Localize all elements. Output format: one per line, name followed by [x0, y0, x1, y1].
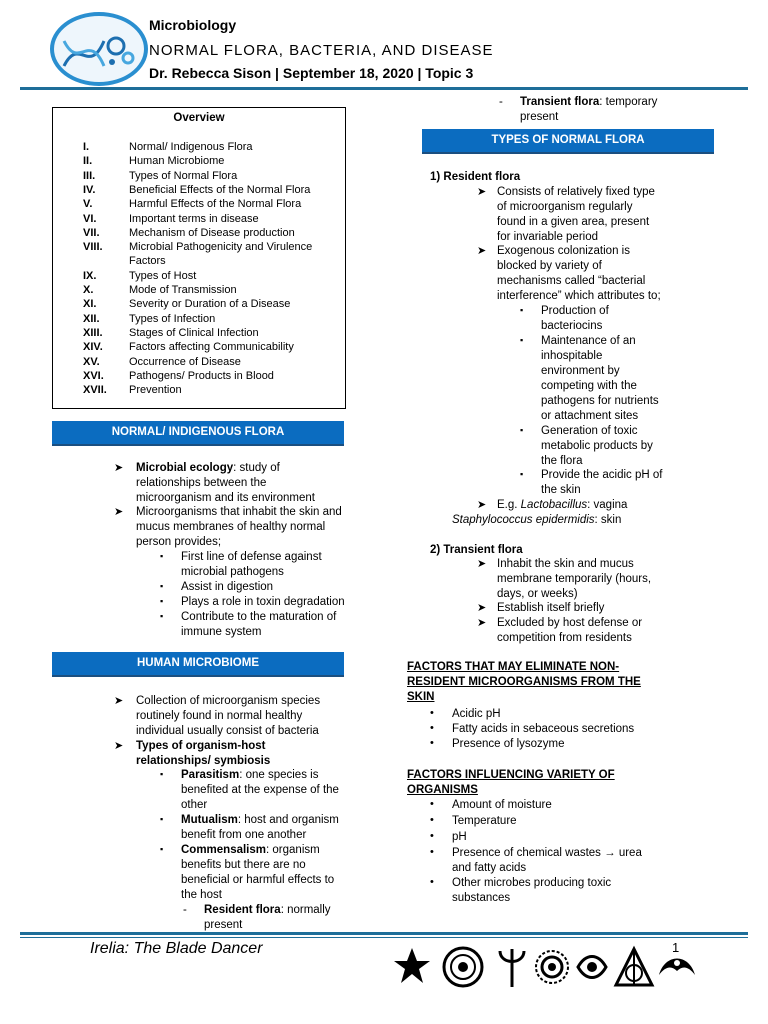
overview-item-label: Prevention: [129, 384, 182, 397]
text-line: competition from residents: [497, 632, 632, 644]
overview-item-number: XVI.: [83, 369, 104, 382]
text-line: Excluded by host defense or: [497, 617, 643, 629]
overview-item-label: Factors: [129, 255, 166, 268]
dna-gear-icon: [54, 16, 144, 82]
text-line: present: [204, 919, 243, 931]
dot-bullet: •: [430, 707, 434, 719]
page-number: 1: [672, 940, 680, 955]
text-line: of microorganism regularly: [497, 201, 633, 213]
text-line: for invariable period: [497, 231, 599, 243]
text-line: or attachment sites: [541, 410, 639, 422]
text-line: individual usually consist of bacteria: [136, 725, 319, 737]
square-bullet: ▪: [160, 814, 164, 824]
text-line: Microbial ecology: study of: [136, 462, 280, 474]
square-bullet: ▪: [160, 596, 164, 606]
text-line: Other microbes producing toxic: [452, 877, 612, 889]
text-line: benefit from one another: [181, 829, 307, 841]
overview-item-number: XIV.: [83, 341, 103, 354]
arrow-bullet: ➤: [477, 617, 487, 629]
text-line: First line of defense against: [181, 551, 322, 563]
star-icon: [392, 945, 432, 987]
overview-item-number: II.: [83, 155, 93, 168]
text-line: membrane temporarily (hours,: [497, 573, 652, 585]
overview-item-label: Types of Host: [129, 269, 197, 282]
square-bullet: ▪: [520, 425, 524, 435]
text-line: other: [181, 799, 208, 811]
overview-heading: Overview: [173, 112, 225, 124]
square-bullet: ▪: [160, 551, 164, 561]
overview-item-label: Stages of Clinical Infection: [129, 326, 259, 339]
dot-bullet: •: [430, 876, 434, 888]
square-bullet: ▪: [160, 581, 164, 591]
text-line: Contribute to the maturation of: [181, 611, 337, 623]
arrow-bullet: ➤: [477, 186, 487, 198]
text-line: Commensalism: organism: [181, 844, 320, 856]
overview-item-label: Severity or Duration of a Disease: [129, 298, 291, 311]
text-line: Amount of moisture: [452, 799, 552, 811]
text-line: Inhabit the skin and mucus: [497, 558, 634, 570]
text-line: interference” which attributes to;: [497, 290, 661, 302]
factor-heading: FACTORS THAT MAY ELIMINATE NON-: [407, 661, 620, 673]
text-line: the skin: [541, 484, 581, 496]
subheading: 2) Transient flora: [430, 544, 523, 556]
overview-item-label: Factors affecting Communicability: [129, 341, 294, 354]
text-line: days, or weeks): [497, 588, 578, 600]
dot-bullet: •: [430, 737, 434, 749]
square-bullet: ▪: [520, 469, 524, 479]
text-line: and fatty acids: [452, 862, 527, 874]
text-line: Acidic pH: [452, 708, 501, 720]
text-line: Collection of microorganism species: [136, 695, 321, 707]
text-line: Presence of chemical wastes → urea: [452, 847, 642, 859]
text-line: benefited at the expense of the: [181, 784, 339, 796]
text-line: inhospitable: [541, 350, 603, 362]
factor-heading: ORGANISMS: [407, 784, 478, 796]
overview-item-number: I.: [83, 141, 90, 153]
subheading: 1) Resident flora: [430, 171, 521, 183]
dash-bullet: -: [183, 904, 187, 916]
square-bullet: ▪: [160, 611, 164, 621]
text-line: Staphylococcus epidermidis: skin: [452, 514, 622, 526]
overview-item-number: XV.: [83, 355, 100, 368]
text-line: competing with the: [541, 380, 637, 392]
footer-author: Irelia: The Blade Dancer: [90, 940, 263, 957]
arrow-bullet: ➤: [477, 245, 487, 257]
overview-item-label: Occurrence of Disease: [129, 355, 241, 368]
text-line: Plays a role in toxin degradation: [181, 596, 345, 608]
text-line: person provides;: [136, 536, 222, 548]
spiral-icon: [532, 945, 572, 989]
text-line: Exogenous colonization is: [497, 245, 630, 257]
text-line: pH: [452, 831, 467, 843]
text-line: beneficial or harmful effects to: [181, 874, 335, 886]
arrow-bullet: ➤: [477, 602, 487, 614]
overview-item-label: Important terms in disease: [129, 212, 259, 225]
overview-item-label: Pathogens/ Products in Blood: [129, 369, 274, 382]
square-bullet: ▪: [160, 769, 164, 779]
text-line: microbial pathogens: [181, 566, 284, 578]
tribal-icon: [655, 945, 699, 989]
overview-item-label: Types of Infection: [129, 312, 216, 325]
text-line: Assist in digestion: [181, 581, 274, 593]
text-line: Consists of relatively fixed type: [497, 186, 655, 198]
text-line: Production of: [541, 305, 609, 317]
arrow-bullet: ➤: [114, 695, 124, 707]
overview-item-number: IV.: [83, 183, 96, 196]
footer-rule-thin: [20, 937, 748, 938]
dot-bullet: •: [430, 814, 434, 826]
overview-item-label: Beneficial Effects of the Normal Flora: [129, 183, 311, 196]
overview-item-label: Harmful Effects of the Normal Flora: [129, 198, 302, 211]
text-line: mucus membranes of healthy normal: [136, 521, 326, 533]
square-bullet: ▪: [160, 844, 164, 854]
text-line: environment by: [541, 365, 620, 377]
text-line: Presence of lysozyme: [452, 738, 565, 750]
text-line: blocked by variety of: [497, 260, 602, 272]
dot-bullet: •: [430, 722, 434, 734]
dot-bullet: •: [430, 798, 434, 810]
factor-heading: RESIDENT MICROORGANISMS FROM THE: [407, 676, 641, 688]
text-line: Transient flora: temporary: [520, 96, 658, 108]
text-line: Types of organism-host: [136, 740, 266, 752]
overview-item-number: V.: [83, 198, 93, 211]
text-line: Provide the acidic pH of: [541, 469, 663, 481]
text-line: present: [520, 111, 559, 123]
dot-bullet: •: [430, 846, 434, 858]
deathly-hallows-icon: [612, 945, 656, 989]
arrow-bullet: ➤: [477, 558, 487, 570]
text-line: the host: [181, 889, 222, 901]
arrow-bullet: ➤: [114, 506, 124, 518]
text-line: relationships/ symbiosis: [136, 755, 271, 767]
overview-item-label: Mode of Transmission: [129, 284, 237, 296]
arrow-bullet: ➤: [114, 740, 124, 752]
dash-bullet: -: [499, 96, 503, 108]
square-bullet: ▪: [520, 305, 524, 315]
trident-icon: [492, 945, 532, 989]
footer-rule: [20, 932, 748, 935]
text-line: benefits but there are no: [181, 859, 306, 871]
square-bullet: ▪: [520, 335, 524, 345]
text-line: routinely found in normal healthy: [136, 710, 303, 722]
overview-item-number: XIII.: [83, 326, 103, 339]
section-bar-normal-flora: NORMAL/ INDIGENOUS FLORA: [52, 421, 344, 446]
text-line: immune system: [181, 626, 262, 638]
text-line: mechanisms called “bacterial: [497, 275, 646, 287]
text-line: Generation of toxic: [541, 425, 638, 437]
overview-item-number: VIII.: [83, 241, 103, 254]
section-bar-types-normal-flora: TYPES OF NORMAL FLORA: [422, 129, 714, 154]
overview-item-number: X.: [83, 284, 94, 296]
overview-item-number: III.: [83, 169, 96, 182]
header-rule: [20, 87, 748, 90]
arrow-bullet: ➤: [114, 462, 124, 474]
text-line: the flora: [541, 455, 583, 467]
overview-item-number: VII.: [83, 226, 100, 239]
overview-item-number: XVII.: [83, 384, 107, 397]
eye-icon: [574, 945, 610, 989]
text-line: Parasitism: one species is: [181, 769, 319, 781]
overview-box: [52, 107, 346, 409]
overview-item-label: Normal/ Indigenous Flora: [129, 141, 253, 153]
overview-item-number: XII.: [83, 312, 100, 325]
overview-item-label: Microbial Pathogenicity and Virulence: [129, 241, 313, 254]
text-line: Maintenance of an: [541, 335, 636, 347]
lecture-info: Dr. Rebecca Sison | September 18, 2020 | Topic 3: [149, 65, 474, 81]
text-line: pathogens for nutrients: [541, 395, 659, 407]
text-line: metabolic products by: [541, 440, 653, 452]
text-line: E.g. Lactobacillus: vagina: [497, 499, 628, 511]
overview-item-number: VI.: [83, 212, 97, 225]
text-line: bacteriocins: [541, 320, 603, 332]
course-name: Microbiology: [149, 17, 237, 33]
text-line: microorganism and its environment: [136, 492, 315, 504]
text-line: Temperature: [452, 815, 517, 827]
overview-item-number: IX.: [83, 269, 97, 282]
factor-heading: SKIN: [407, 691, 435, 703]
overview-item-number: XI.: [83, 298, 97, 311]
factor-heading: FACTORS INFLUENCING VARIETY OF: [407, 769, 615, 781]
text-line: relationships between the: [136, 477, 267, 489]
arrow-bullet: ➤: [477, 499, 487, 511]
text-line: Resident flora: normally: [204, 904, 331, 916]
page-title: NORMAL FLORA, BACTERIA, AND DISEASE: [149, 42, 494, 59]
course-logo: [50, 12, 148, 86]
section-bar-human-microbiome: HUMAN MICROBIOME: [52, 652, 344, 677]
text-line: Microorganisms that inhabit the skin and: [136, 506, 342, 518]
text-line: Establish itself briefly: [497, 602, 605, 614]
text-line: Mutualism: host and organism: [181, 814, 339, 826]
mandala-icon: [440, 945, 486, 989]
text-line: substances: [452, 892, 511, 904]
dot-bullet: •: [430, 830, 434, 842]
overview-item-label: Types of Normal Flora: [129, 169, 238, 182]
overview-item-label: Mechanism of Disease production: [129, 226, 295, 239]
overview-item-label: Human Microbiome: [129, 155, 225, 168]
text-line: found in a given area, present: [497, 216, 650, 228]
text-line: Fatty acids in sebaceous secretions: [452, 723, 635, 735]
